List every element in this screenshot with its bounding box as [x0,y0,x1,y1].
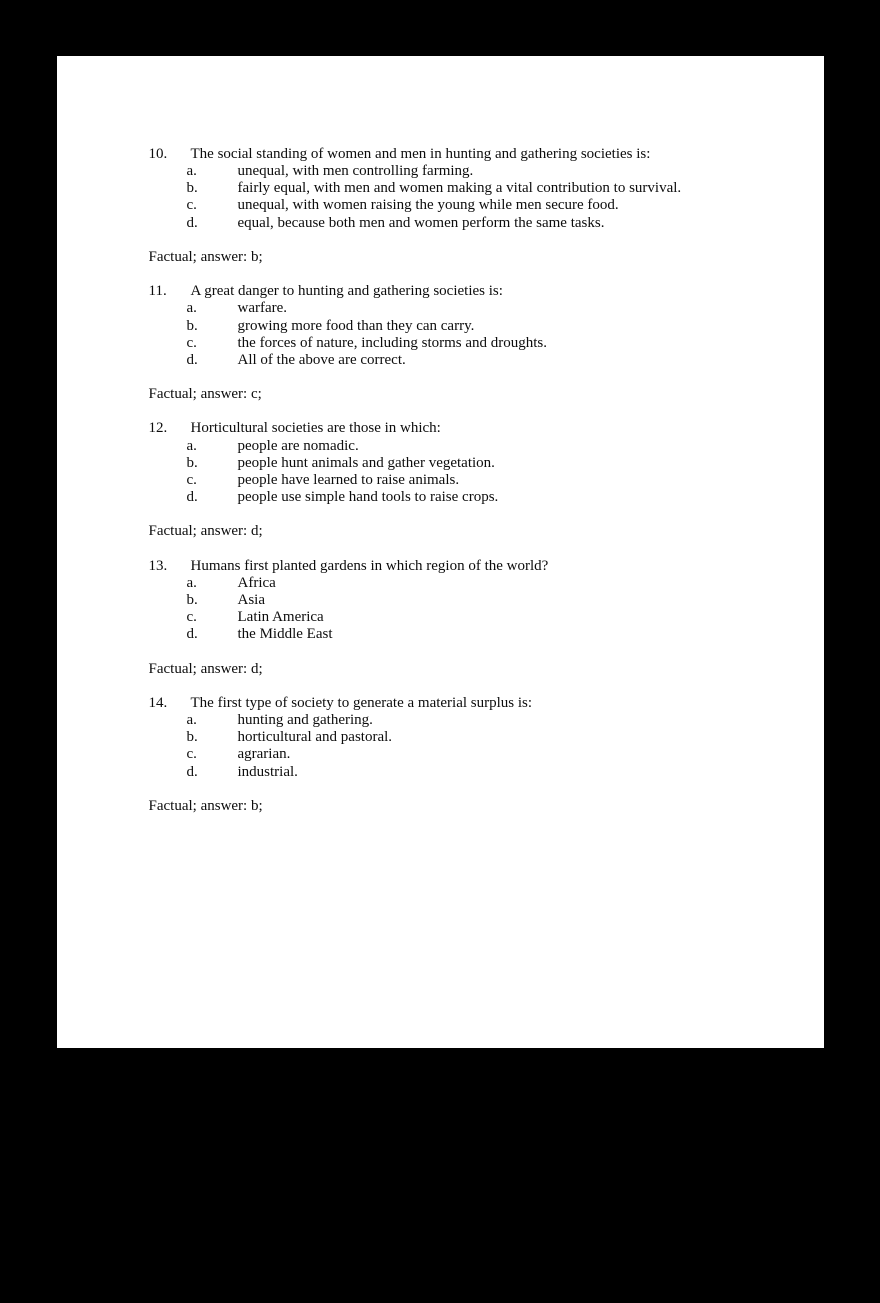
question-line [57,420,824,437]
option-row [57,300,824,317]
option-letter: a. [186,712,197,729]
option-letter: c. [186,471,197,488]
question-block [57,146,824,266]
option-text: people have learned to raise animals. [237,471,460,488]
option-letter: c. [186,746,197,763]
option-text: All of the above are correct. [237,351,406,368]
option-text: equal, because both men and women perform the same tasks. [237,214,605,231]
option-text: warfare. [237,300,288,317]
option-text: people are nomadic. [237,437,359,454]
option-row [57,335,824,352]
option-row [57,438,824,455]
option-letter: d. [186,626,198,643]
option-text: fairly equal, with men and women making a vital contribution to survival. [237,180,682,197]
option-letter: a. [186,574,197,591]
option-text: people use simple hand tools to raise crops. [237,489,499,506]
option-row [57,592,824,609]
option-text: Latin America [237,609,324,626]
option-letter: b. [186,591,198,608]
option-row [57,729,824,746]
option-text: Asia [237,591,265,608]
option-row [57,352,824,369]
question-number: 14. [148,694,168,711]
option-text: agrarian. [237,746,291,763]
option-text: horticultural and pastoral. [237,729,393,746]
option-letter: d. [186,763,198,780]
option-row [57,180,824,197]
option-letter: a. [186,163,197,180]
question-block [57,283,824,403]
option-row [57,575,824,592]
question-text: The first type of society to generate a material surplus is: [190,694,533,711]
document-page [57,56,824,1048]
answer-line: Factual; answer: b; [148,797,263,814]
option-letter: b. [186,454,198,471]
option-row [57,626,824,643]
option-letter: b. [186,729,198,746]
option-letter: b. [186,317,198,334]
option-text: unequal, with women raising the young while men secure food. [237,197,619,214]
option-row [57,318,824,335]
option-text: the Middle East [237,626,333,643]
question-line [57,558,824,575]
option-letter: c. [186,609,197,626]
option-text: industrial. [237,763,298,780]
option-letter: b. [186,180,198,197]
option-letter: c. [186,197,197,214]
option-letter: a. [186,300,197,317]
option-letter: d. [186,351,198,368]
question-number: 10. [148,146,168,162]
question-number: 13. [148,557,168,574]
option-letter: d. [186,214,198,231]
question-number: 12. [148,420,168,437]
option-text: people hunt animals and gather vegetation. [237,454,495,471]
answer-line: Factual; answer: c; [148,386,262,403]
option-text: hunting and gathering. [237,712,373,729]
answer-line: Factual; answer: d; [148,660,263,677]
option-row [57,764,824,781]
option-text: the forces of nature, including storms and droughts. [237,334,548,351]
question-line [57,283,824,300]
question-text: Humans first planted gardens in which region of the world? [190,557,549,574]
option-row [57,746,824,763]
answer-line: Factual; answer: b; [148,248,263,265]
option-row [57,197,824,214]
option-row [57,712,824,729]
question-number: 11. [148,283,167,300]
question-block [57,420,824,540]
question-block [57,558,824,678]
option-text: growing more food than they can carry. [237,317,475,334]
question-line [57,146,824,163]
question-block [57,695,824,815]
option-row [57,215,824,232]
question-line [57,695,824,712]
option-row [57,455,824,472]
option-text: unequal, with men controlling farming. [237,163,474,180]
option-letter: d. [186,489,198,506]
answer-line: Factual; answer: d; [148,523,263,540]
question-text: The social standing of women and men in hunting and gathering societies is: [190,146,651,162]
option-row [57,489,824,506]
question-text: A great danger to hunting and gathering societies is: [190,283,503,300]
option-letter: c. [186,334,197,351]
option-row [57,609,824,626]
option-text: Africa [237,574,276,591]
question-text: Horticultural societies are those in which: [190,420,441,437]
option-row [57,163,824,180]
option-row [57,472,824,489]
option-letter: a. [186,437,197,454]
